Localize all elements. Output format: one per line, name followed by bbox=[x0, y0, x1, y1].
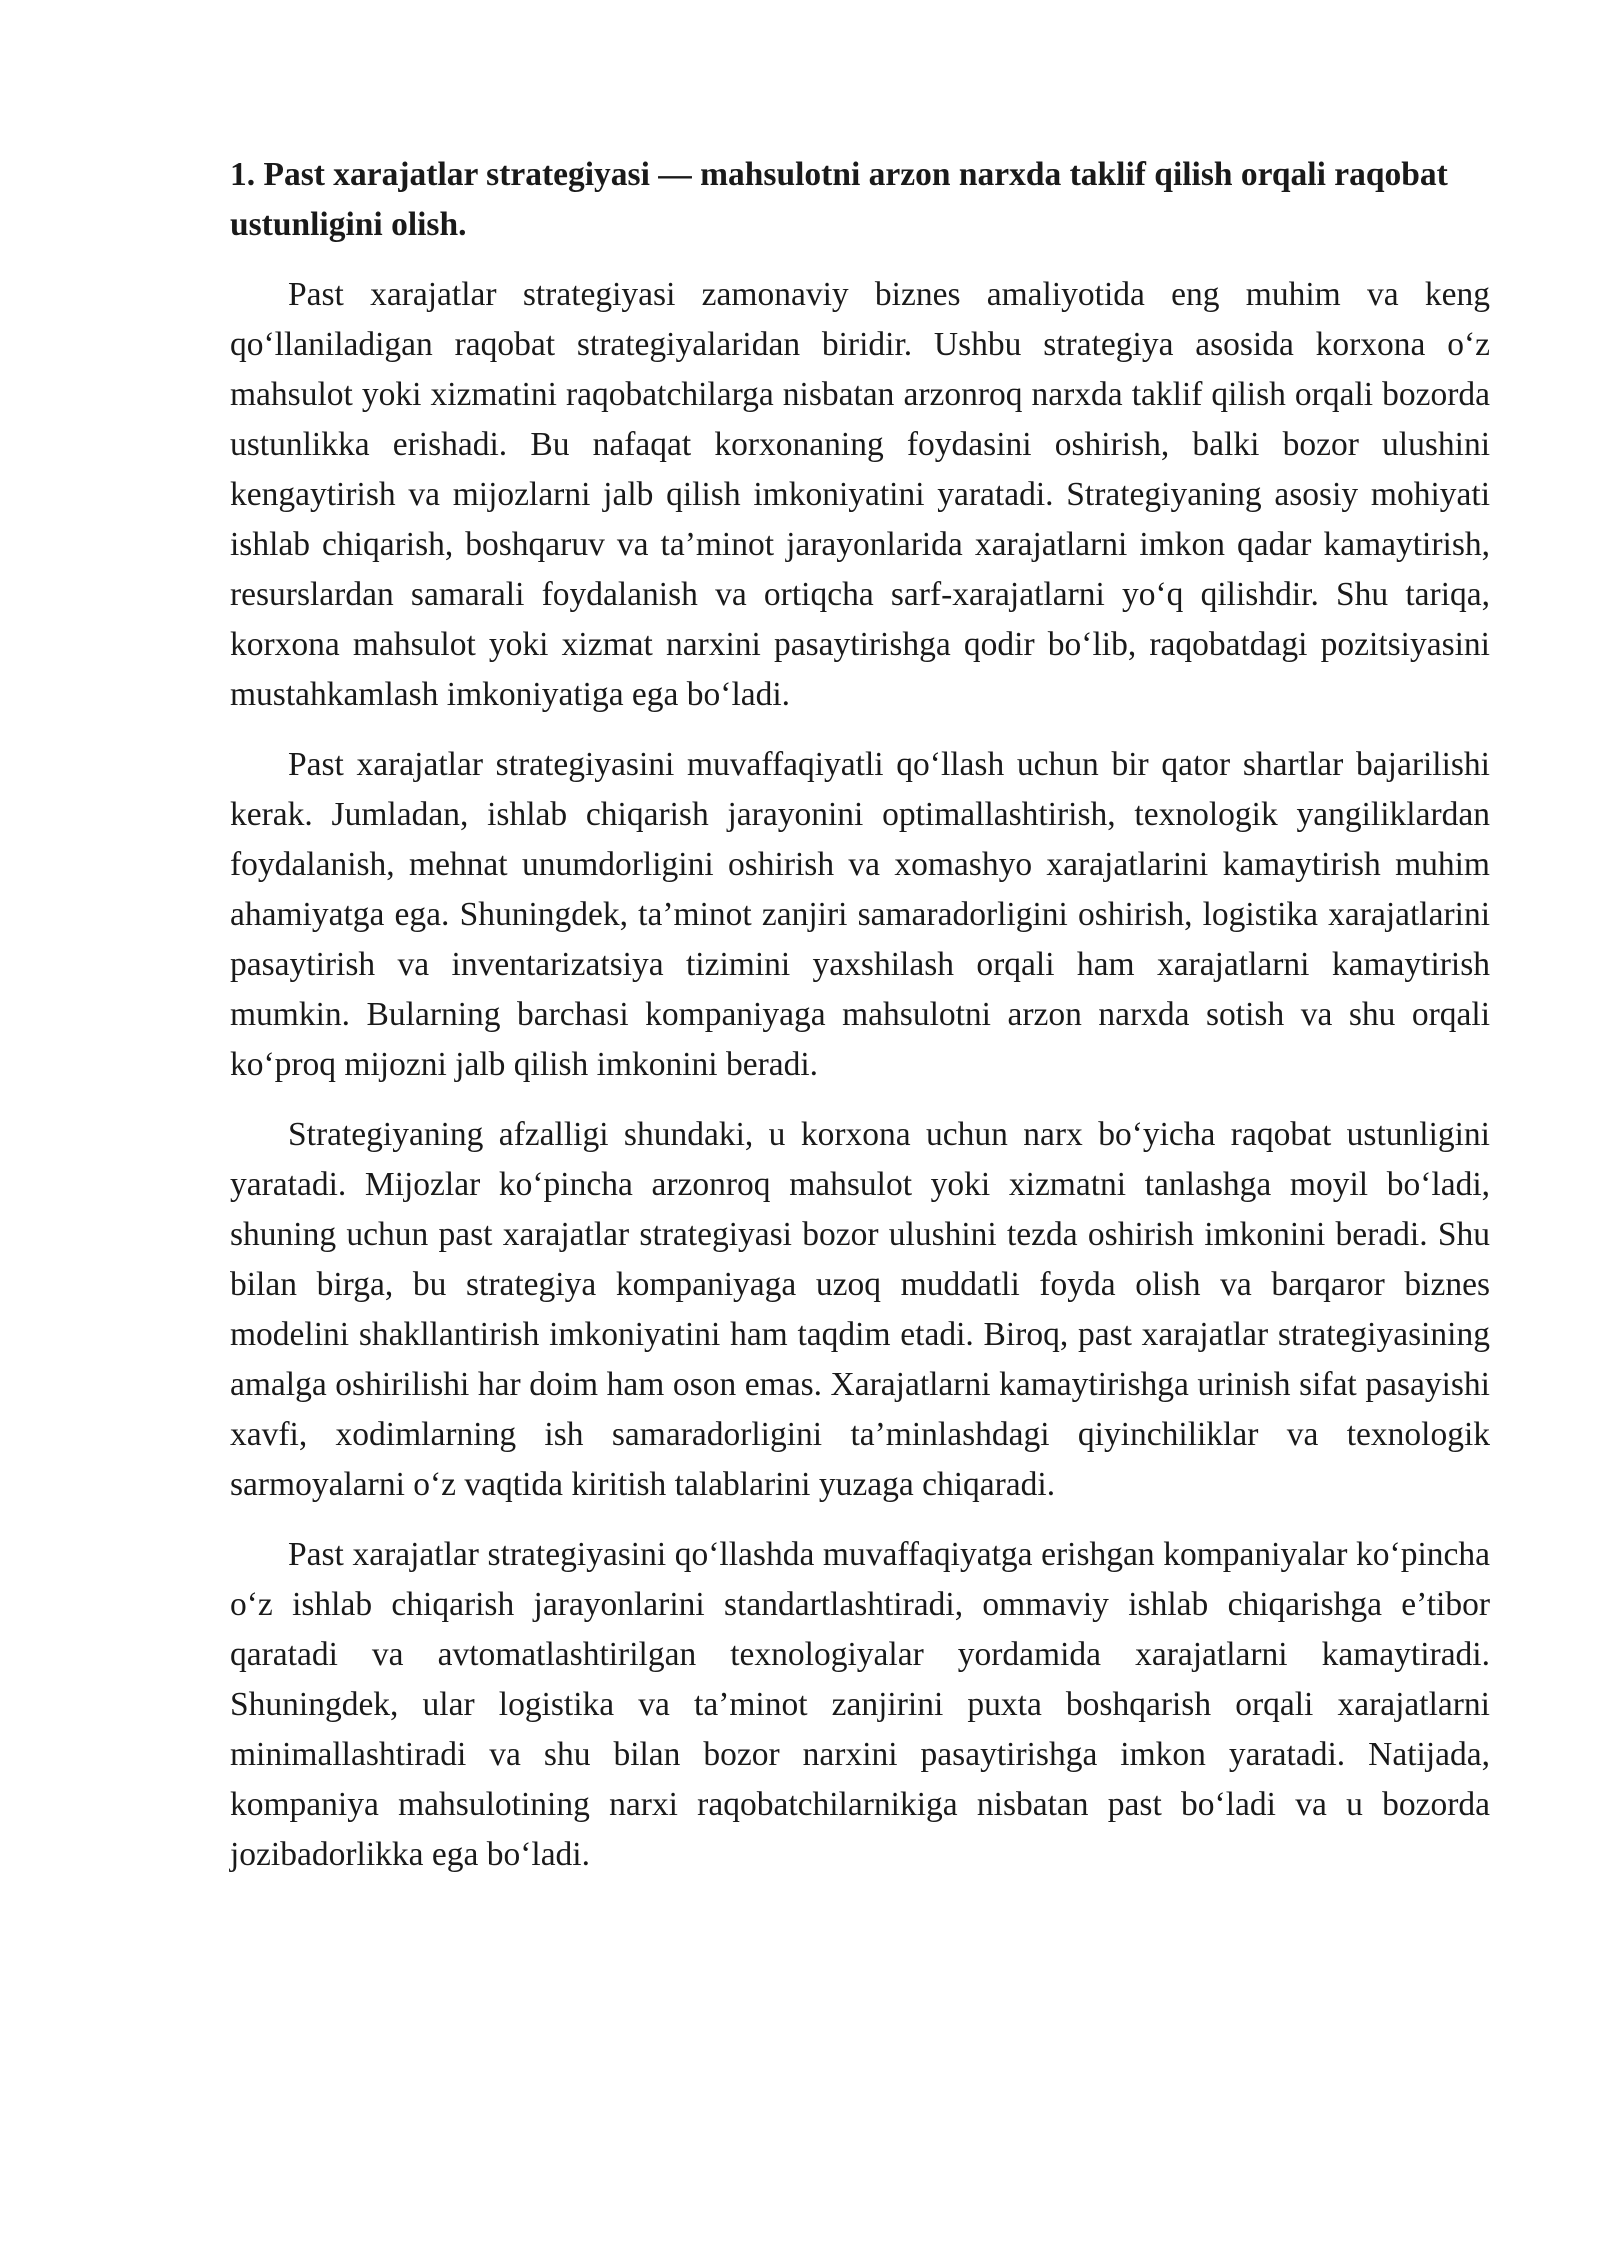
paragraph-1: Past xarajatlar strategiyasi zamonaviy biznes amaliyotida eng muhim va keng qo‘llaniladigan raqobat strategiyalaridan biridir. Ushbu strategiya asosida korxona o‘z mahsulot yoki xizmatini raqobatchilarga nisbatan arzonroq narxda taklif qilish orqali bozorda ustunlikka erishadi. Bu nafaqat korxonaning foydasini oshirish, balki bozor ulushini kengaytirish va mijozlarni jalb qilish imkoniyatini yaratadi. Strategiyaning asosiy mohiyati ishlab chiqarish, boshqaruv va ta’minot jarayonlarida xarajatlarni imkon qadar kamaytirish, resurslardan samarali foydalanish va ortiqcha sarf-xarajatlarni yo‘q qilishdir. Shu tariqa, korxona mahsulot yoki xizmat narxini pasaytirishga qodir bo‘lib, raqobatdagi pozitsiyasini mustahkamlash imkoniyatiga ega bo‘ladi. bbox=[230, 276, 1490, 713]
paragraph-3: Strategiyaning afzalligi shundaki, u korxona uchun narx bo‘yicha raqobat ustunligini yaratadi. Mijozlar ko‘pincha arzonroq mahsulot yoki xizmatni tanlashga moyil bo‘ladi, shuning uchun past xarajatlar strategiyasi bozor ulushini tezda oshirish imkonini beradi. Shu bilan birga, bu strategiya kompaniyaga uzoq muddatli foyda olish va barqaror biznes modelini shakllantirish imkoniyatini ham taqdim etadi. Biroq, past xarajatlar strategiyasining amalga oshirilishi har doim ham oson emas. Xarajatlarni kamaytirishga urinish sifat pasayishi xavfi, xodimlarning ish samaradorligini ta’minlashdagi qiyinchiliklar va texnologik sarmoyalarni o‘z vaqtida kiritish talablarini yuzaga chiqaradi. bbox=[230, 1116, 1490, 1503]
paragraph-2: Past xarajatlar strategiyasini muvaffaqiyatli qo‘llash uchun bir qator shartlar bajarilishi kerak. Jumladan, ishlab chiqarish jarayonini optimallashtirish, texnologik yangiliklardan foydalanish, mehnat unumdorligini oshirish va xomashyo xarajatlarini kamaytirish muhim ahamiyatga ega. Shuningdek, ta’minot zanjiri samaradorligini oshirish, logistika xarajatlarini pasaytirish va inventarizatsiya tizimini yaxshilash orqali ham xarajatlarni kamaytirish mumkin. Bularning barchasi kompaniyaga mahsulotni arzon narxda sotish va shu orqali ko‘proq mijozni jalb qilish imkonini beradi. bbox=[230, 746, 1490, 1083]
document-body bbox=[230, 150, 1490, 1900]
section-heading: 1. Past xarajatlar strategiyasi — mahsulotni arzon narxda taklif qilish orqali raqobat ustunligini olish. bbox=[230, 156, 1448, 243]
paragraph-4: Past xarajatlar strategiyasini qo‘llashda muvaffaqiyatga erishgan kompaniyalar ko‘pincha o‘z ishlab chiqarish jarayonlarini standartlashtiradi, ommaviy ishlab chiqarishga e’tibor qaratadi va avtomatlashtirilgan texnologiyalar yordamida xarajatlarni kamaytiradi. Shuningdek, ular logistika va ta’minot zanjirini puxta boshqarish orqali xarajatlarni minimallashtiradi va shu bilan bozor narxini pasaytirishga imkon yaratadi. Natijada, kompaniya mahsulotining narxi raqobatchilarnikiga nisbatan past bo‘ladi va u bozorda jozibadorlikka ega bo‘ladi. bbox=[230, 1536, 1490, 1873]
